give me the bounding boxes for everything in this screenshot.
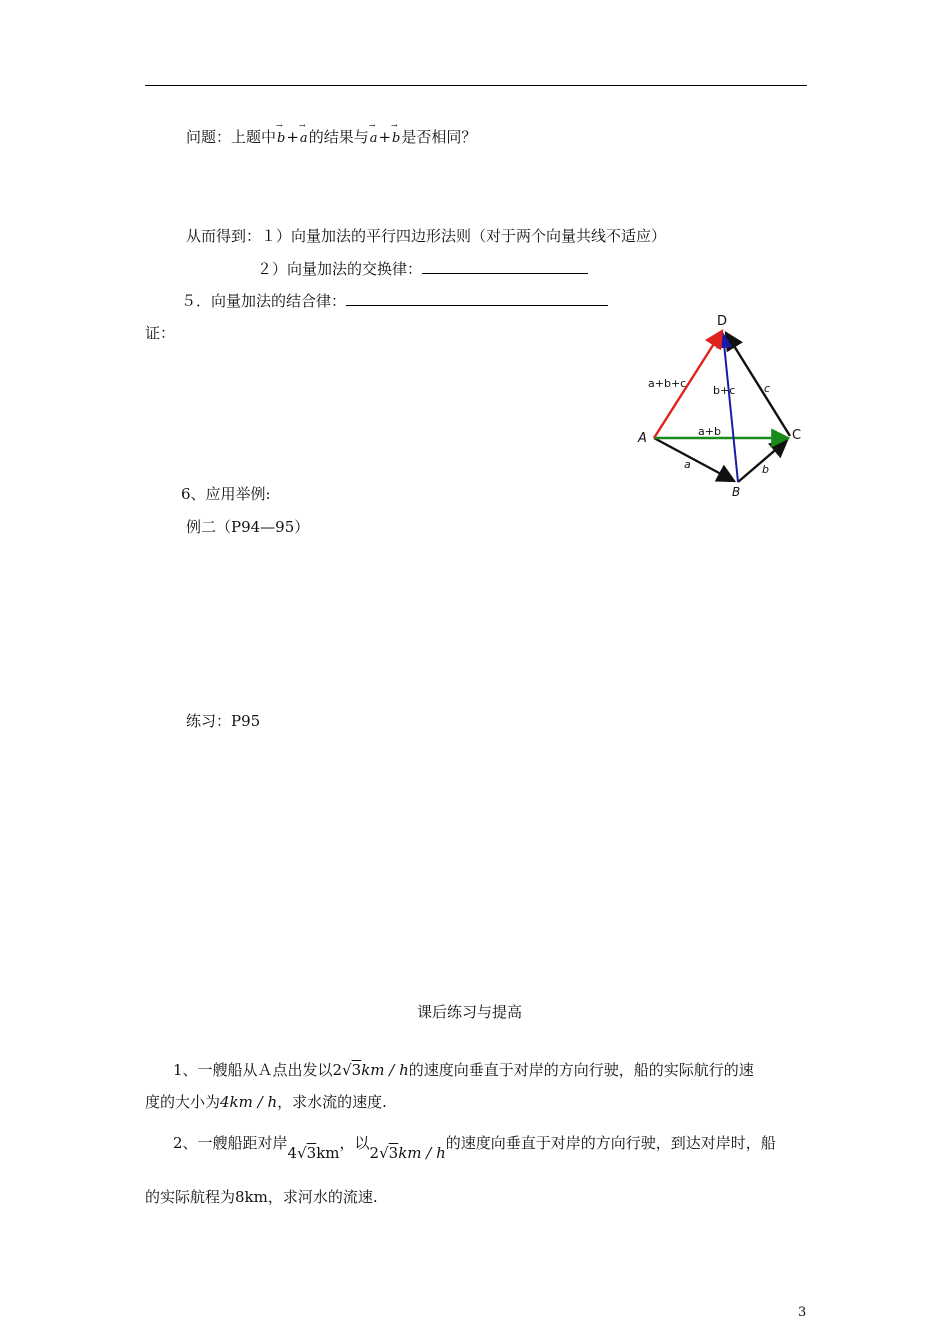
item-5 bbox=[181, 290, 608, 311]
question-prefix: 问题：上题中 bbox=[186, 128, 277, 146]
answer-blank[interactable] bbox=[422, 259, 588, 274]
label-a-plus-b-plus-c: a+b+c bbox=[648, 377, 687, 390]
conclusion-line-1: 从而得到：１）向量加法的平行四边形法则（对于两个向量共线不适应） bbox=[186, 227, 667, 245]
conclusion-line-2 bbox=[257, 258, 588, 279]
speed-expression: 2√3km / h bbox=[332, 1061, 409, 1079]
label-a-plus-b: a+b bbox=[698, 425, 721, 438]
speed-expression: 2√3km / h bbox=[369, 1144, 446, 1162]
example-2: 例二（P94—95） bbox=[186, 518, 310, 536]
vector-b-plus-c-arrow bbox=[723, 334, 738, 482]
problem-2-text-a: 2、一艘船距对岸 bbox=[173, 1134, 288, 1152]
section-title: 课后练习与提高 bbox=[417, 1003, 523, 1021]
item-6: 6、应用举例: bbox=[181, 485, 271, 503]
label-a: a bbox=[684, 458, 691, 471]
practice: 练习：P95 bbox=[186, 712, 261, 730]
problem-2-text-c: 的速度向垂直于对岸的方向行驶，到达对岸时，船 bbox=[445, 1134, 776, 1152]
point-a-label: A bbox=[638, 431, 647, 446]
question-middle: 的结果与 bbox=[308, 128, 369, 146]
distance-expression: 4√3km bbox=[287, 1144, 340, 1162]
page-number: 3 bbox=[798, 1305, 807, 1320]
commutative-law-label: ２）向量加法的交换律： bbox=[257, 260, 423, 278]
problem-1-line-2 bbox=[145, 1091, 387, 1112]
header-rule bbox=[145, 85, 807, 86]
problem-1-text-a: 1、一艘船从Ａ点出发以 bbox=[173, 1061, 333, 1079]
plus-sign: + bbox=[286, 128, 299, 146]
point-c-label: C bbox=[792, 428, 802, 443]
problem-2-line-1 bbox=[173, 1132, 776, 1162]
label-b-plus-c: b+c bbox=[713, 384, 736, 397]
actual-speed: 4km / h bbox=[220, 1093, 278, 1111]
vector-c-arrow bbox=[726, 333, 790, 436]
associative-law-label: ５．向量加法的结合律： bbox=[181, 292, 347, 310]
plus-sign: + bbox=[378, 128, 392, 146]
question-line bbox=[186, 126, 476, 147]
problem-1-text-c: 度的大小为 bbox=[145, 1093, 221, 1111]
label-b: b bbox=[762, 463, 769, 476]
point-d-label: D bbox=[717, 314, 728, 329]
problem-1-text-b: 的速度向垂直于对岸的方向行驶，船的实际航行的速 bbox=[408, 1061, 754, 1079]
vector-a: → a bbox=[369, 131, 379, 146]
vector-a: → a bbox=[299, 131, 309, 146]
label-c: c bbox=[764, 382, 771, 395]
point-b-label: B bbox=[732, 485, 741, 499]
problem-2-text-b: ，以 bbox=[339, 1134, 370, 1152]
vector-b: → b bbox=[391, 131, 401, 146]
problem-2-line-2: 的实际航程为8km，求河水的流速. bbox=[145, 1188, 378, 1206]
question-suffix: 是否相同？ bbox=[401, 128, 477, 146]
problem-1-line-1 bbox=[173, 1059, 754, 1080]
vector-a-arrow bbox=[654, 438, 734, 481]
answer-blank[interactable] bbox=[346, 291, 608, 306]
vector-b: → b bbox=[276, 131, 286, 146]
vector-diagram bbox=[632, 306, 812, 502]
proof-label: 证： bbox=[145, 324, 176, 342]
problem-1-text-d: ，求水流的速度. bbox=[277, 1093, 387, 1111]
